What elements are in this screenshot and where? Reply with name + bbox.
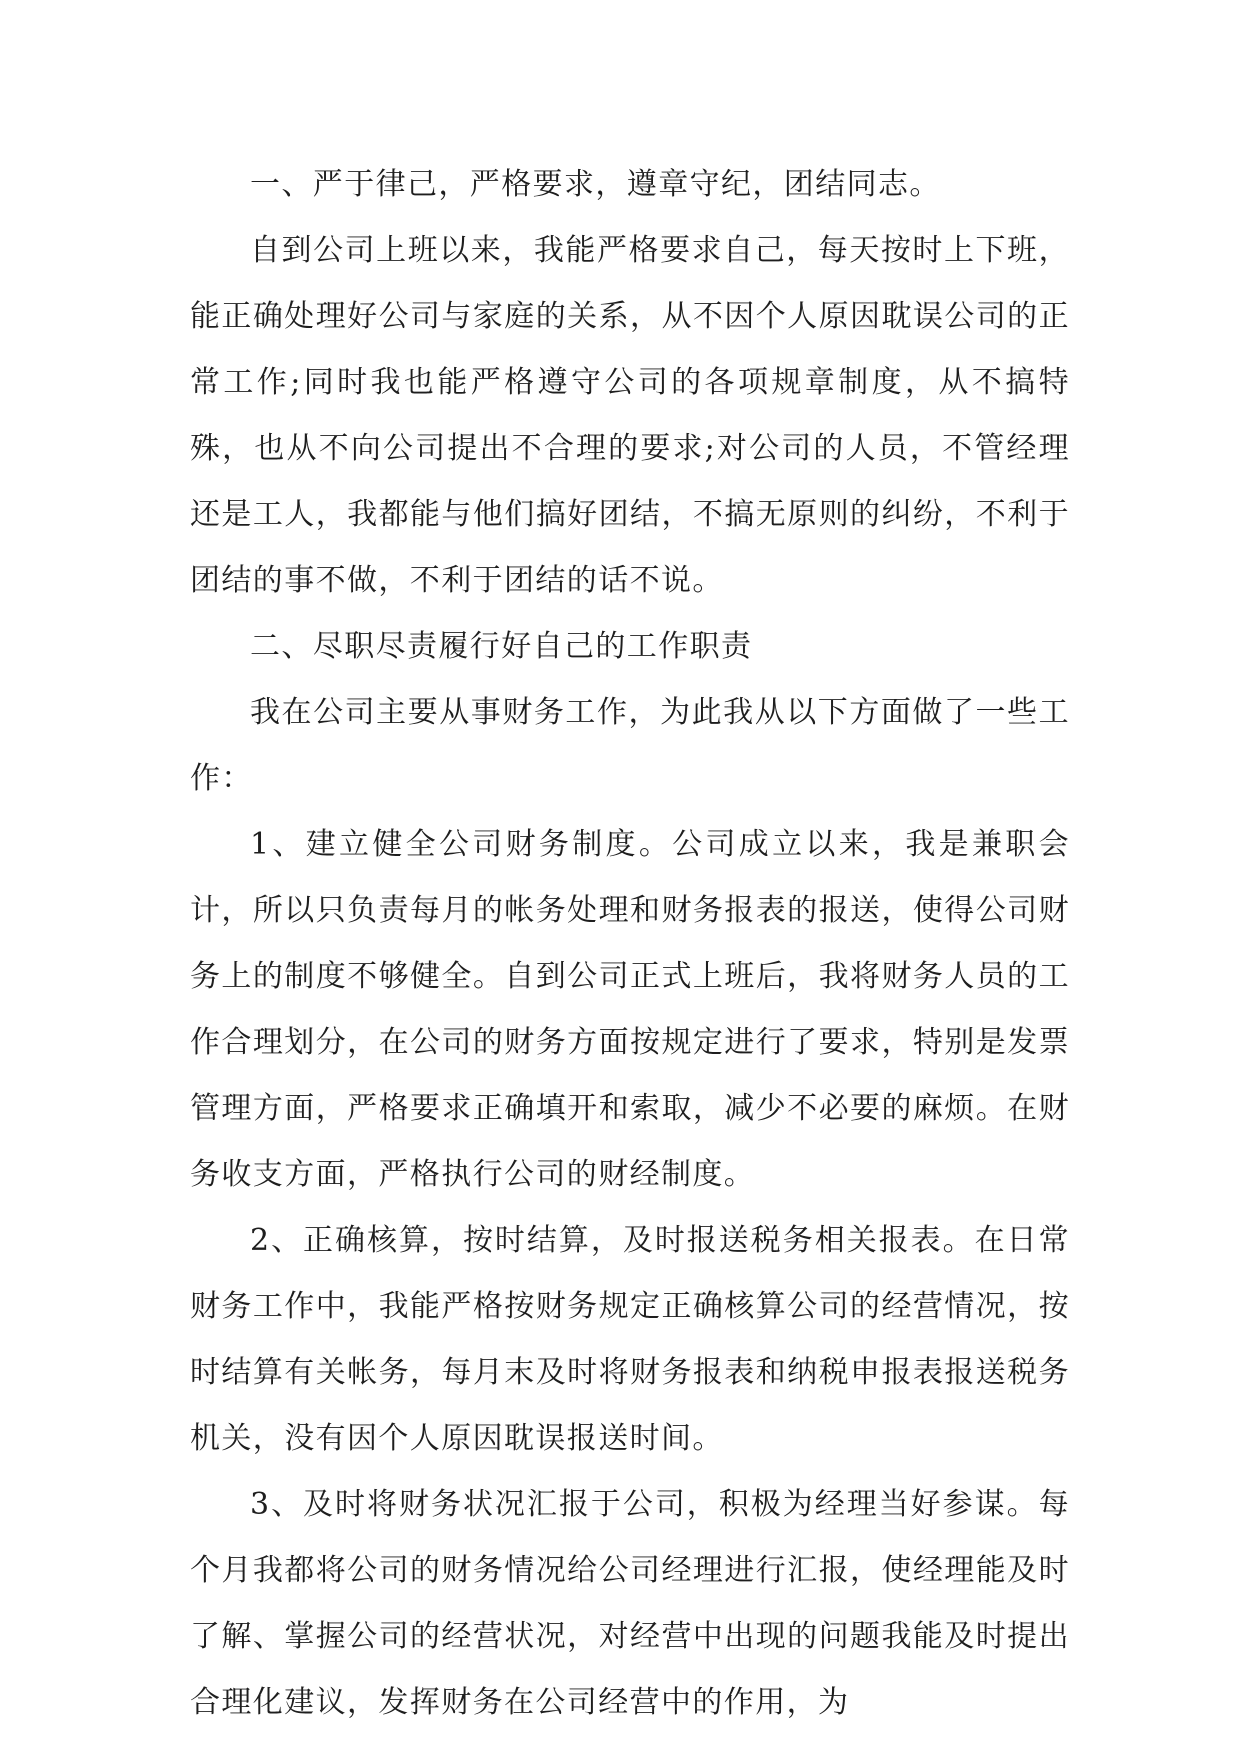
document-body (190, 152, 1070, 1736)
paragraph-item-3: 3、及时将财务状况汇报于公司，积极为经理当好参谋。每个月我都将公司的财务情况给公司经理进行汇报，使经理能及时了解、掌握公司的经营状况，对经营中出现的问题我能及时提出合理化建议，发挥财务在公司经营中的作用，为 (190, 1487, 1070, 1720)
paragraph-section-1-heading: 一、严于律己，严格要求，遵章守纪，团结同志。 (250, 167, 941, 202)
paragraph-item-2: 2、正确核算，按时结算，及时报送税务相关报表。在日常财务工作中，我能严格按财务规定正确核算公司的经营情况，按时结算有关帐务，每月末及时将财务报表和纳税申报表报送税务机关，没有因个人原因耽误报送时间。 (190, 1223, 1070, 1456)
paragraph-work-intro: 我在公司主要从事财务工作，为此我从以下方面做了一些工作： (190, 695, 1070, 796)
paragraph-item-1: 1、建立健全公司财务制度。公司成立以来，我是兼职会计，所以只负责每月的帐务处理和财务报表的报送，使得公司财务上的制度不够健全。自到公司正式上班后，我将财务人员的工作合理划分，在公司的财务方面按规定进行了要求，特别是发票管理方面，严格要求正确填开和索取，减少不必要的麻烦。在财务收支方面，严格执行公司的财经制度。 (190, 827, 1070, 1192)
paragraph-section-2-heading: 二、尽职尽责履行好自己的工作职责 (250, 629, 753, 664)
paragraph-discipline: 自到公司上班以来，我能严格要求自己，每天按时上下班，能正确处理好公司与家庭的关系，从不因个人原因耽误公司的正常工作;同时我也能严格遵守公司的各项规章制度，从不搞特殊，也从不向公司提出不合理的要求;对公司的人员，不管经理还是工人，我都能与他们搞好团结，不搞无原则的纠纷，不利于团结的事不做，不利于团结的话不说。 (190, 233, 1070, 598)
